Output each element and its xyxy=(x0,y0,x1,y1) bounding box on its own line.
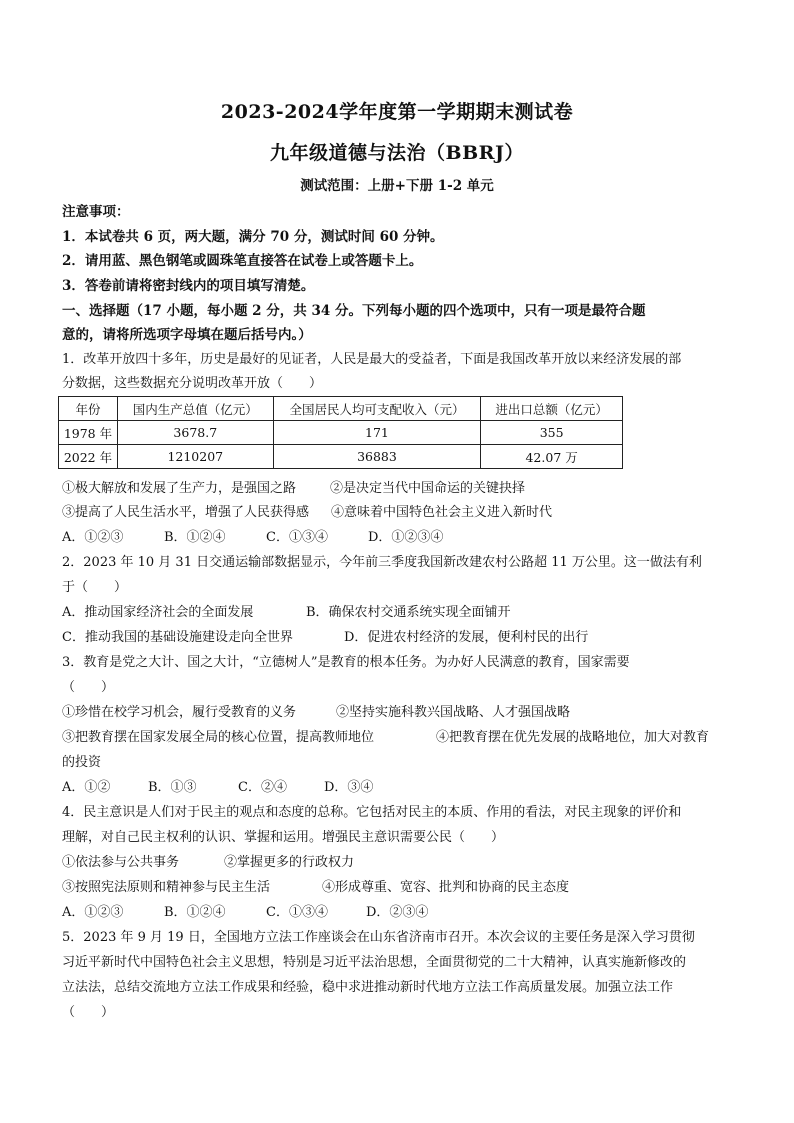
question-4-options xyxy=(62,851,354,870)
note-item: 3．答卷前请将密封线内的项目填写清楚。 xyxy=(62,278,315,294)
option-item: ③把教育摆在国家发展全局的核心位置，提高教师地位 xyxy=(62,730,375,745)
question-4-stem-cont: 理解，对自己民主权利的认识、掌握和运用。增强民主意识需要公民（ ） xyxy=(62,830,505,845)
table-cell: 1978 年 xyxy=(59,421,118,445)
option-item: ④形成尊重、宽容、批判和协商的民主态度 xyxy=(322,880,570,895)
section-heading-cont: 意的，请将所选项字母填在题后括号内。） xyxy=(62,327,312,343)
choice-d[interactable]: D．促进农村经济的发展，便利村民的出行 xyxy=(344,630,589,645)
table-header-row xyxy=(59,397,623,421)
option-item: ③提高了人民生活水平，增强了人民获得感 xyxy=(62,505,310,520)
choice-c[interactable]: C．推动我国的基础设施建设走向全世界 xyxy=(62,630,293,645)
question-4-options xyxy=(62,876,569,895)
option-item: ②坚持实施科教兴国战略、人才强国战略 xyxy=(336,705,571,720)
option-item: ①依法参与公共事务 xyxy=(62,855,180,870)
choice-b[interactable]: B．①②④ xyxy=(164,530,226,545)
question-2-stem-cont: 于（ ） xyxy=(62,580,128,595)
choice-b[interactable]: B．①②④ xyxy=(164,905,226,920)
choice-c[interactable]: C．①③④ xyxy=(266,530,328,545)
question-4-stem: 4．民主意识是人们对于民主的观点和态度的总称。它包括对民主的本质、作用的看法，对民主现象的评价和 xyxy=(62,805,682,820)
choice-d[interactable]: D．②③④ xyxy=(366,905,429,920)
choice-b[interactable]: B．①③ xyxy=(148,780,197,795)
question-1-stem-cont: 分数据，这些数据充分说明改革开放（ ） xyxy=(62,376,323,391)
option-item: ①珍惜在校学习机会，履行受教育的义务 xyxy=(62,705,297,720)
table-row xyxy=(59,421,623,445)
question-5-stem: 5．2023 年 9 月 19 日，全国地方立法工作座谈会在山东省济南市召开。本次会议的主要任务是深入学习贯彻 xyxy=(62,930,695,945)
question-2-options xyxy=(62,601,511,620)
option-item: ①极大解放和发展了生产力，是强国之路 xyxy=(62,481,297,496)
table-cell: 171 xyxy=(273,421,481,445)
question-5-stem-cont: 习近平新时代中国特色社会主义思想，特别是习近平法治思想，全面贯彻党的二十大精神，认真实施新修改的 xyxy=(62,955,687,970)
choice-a[interactable]: A．①②③ xyxy=(62,905,124,920)
question-3-options xyxy=(62,701,570,720)
exam-title: 2023-2024学年度第一学期期末测试卷 xyxy=(220,101,574,123)
choice-d[interactable]: D．③④ xyxy=(324,780,374,795)
table-cell: 355 xyxy=(481,421,623,445)
choice-d[interactable]: D．①②③④ xyxy=(368,530,444,545)
note-item: 1．本试卷共 6 页，两大题，满分 70 分，测试时间 60 分钟。 xyxy=(62,229,444,245)
table-cell: 3678.7 xyxy=(117,421,273,445)
table-cell: 36883 xyxy=(273,445,481,469)
notes-heading: 注意事项： xyxy=(62,204,130,220)
question-4-choices xyxy=(62,901,428,920)
exam-subtitle: 九年级道德与法治（BBRJ） xyxy=(270,142,524,164)
option-item: ④把教育摆在优先发展的战略地位，加大对教育 xyxy=(436,730,710,745)
option-item: ③按照宪法原则和精神参与民主生活 xyxy=(62,880,271,895)
choice-a[interactable]: A．推动国家经济社会的全面发展 xyxy=(62,605,254,620)
table-header: 国内生产总值（亿元） xyxy=(117,397,273,421)
choice-a[interactable]: A．①②③ xyxy=(62,530,124,545)
question-5-stem-cont: （ ） xyxy=(62,1005,115,1020)
choice-c[interactable]: C．①③④ xyxy=(266,905,328,920)
option-item: ②是决定当代中国命运的关键抉择 xyxy=(330,481,526,496)
question-2-stem: 2．2023 年 10 月 31 日交通运输部数据显示，今年前三季度我国新改建农村公路超 11 万公里。这一做法有利 xyxy=(62,555,702,570)
question-3-options xyxy=(62,726,709,745)
question-3-stem-cont: （ ） xyxy=(62,680,115,695)
table-row xyxy=(59,445,623,469)
table-cell: 1210207 xyxy=(117,445,273,469)
question-2-options xyxy=(62,626,588,645)
table-header: 进出口总额（亿元） xyxy=(481,397,623,421)
table-header: 年份 xyxy=(59,397,118,421)
economic-data-table xyxy=(58,396,623,469)
question-3-options-cont: 的投资 xyxy=(62,755,102,770)
choice-b[interactable]: B．确保农村交通系统实现全面铺开 xyxy=(306,605,511,620)
option-item: ④意味着中国特色社会主义进入新时代 xyxy=(331,505,553,520)
question-1-choices xyxy=(62,526,443,545)
table-cell: 42.07 万 xyxy=(481,445,623,469)
question-3-choices xyxy=(62,776,373,795)
question-5-stem-cont: 立法法，总结交流地方立法工作成果和经验，稳中求进推动新时代地方立法工作高质量发展。加强立法工作 xyxy=(62,980,674,995)
question-3-stem: 3．教育是党之大计、国之大计，“立德树人”是教育的根本任务。为办好人民满意的教育，国家需要 xyxy=(62,655,630,670)
test-scope: 测试范围：上册+下册 1-2 单元 xyxy=(300,178,494,194)
question-1-options xyxy=(62,501,552,520)
question-1-options xyxy=(62,477,525,496)
note-item: 2．请用蓝、黑色钢笔或圆珠笔直接答在试卷上或答题卡上。 xyxy=(62,253,423,269)
option-item: ②掌握更多的行政权力 xyxy=(224,855,355,870)
section-heading: 一、选择题（17 小题，每小题 2 分，共 34 分。下列每小题的四个选项中，只有一项是最符合题 xyxy=(62,303,646,319)
choice-c[interactable]: C．②④ xyxy=(238,780,287,795)
table-cell: 2022 年 xyxy=(59,445,118,469)
table-header: 全国居民人均可支配收入（元） xyxy=(273,397,481,421)
choice-a[interactable]: A．①② xyxy=(62,780,111,795)
question-1-stem: 1．改革开放四十多年，历史是最好的见证者，人民是最大的受益者，下面是我国改革开放以来经济发展的部 xyxy=(62,352,682,367)
